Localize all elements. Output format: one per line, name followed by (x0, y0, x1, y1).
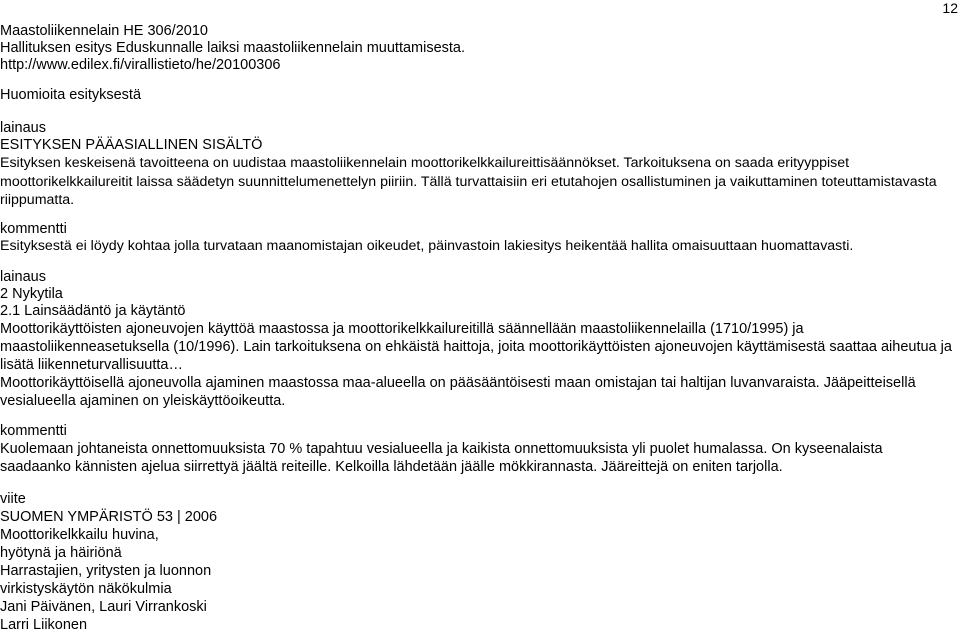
reference-label: viite (0, 490, 26, 507)
reference-line: virkistyskäytön näkökulmia (0, 580, 172, 597)
section-heading: Huomioita esityksestä (0, 87, 142, 103)
reference-line: hyötynä ja häiriönä (0, 544, 122, 561)
comment-label: kommentti (0, 220, 67, 237)
quote-body: Esityksen keskeisenä tavoitteena on uudistaa maastoliikennelain moottorikelkkailureittisäännökset. Tarkoituksena on saada erityyppiset moottorikelkkailureitit laissa säädetyn suunnittelumenettelyn piiriin. Tällä turvattaisiin eri etutahojen osallistuminen ja vaikuttaminen toteuttamistavasta riippumatta. (0, 155, 937, 208)
quote-label: lainaus (0, 120, 46, 136)
quote-subsection-title: 2.1 Lainsäädäntö ja käytäntö (0, 302, 186, 319)
comment-block-1 (0, 221, 955, 255)
document-body (0, 23, 955, 634)
comment-body: Kuolemaan johtaneista onnettomuuksista 70 % tapahtuu vesialueella ja kaikista onnettomuuksista yli puolet humalassa. On kyseenalaista saadaanko kännisten ajelua siirrettyä jäältä reiteille. Kelkoilla lähdetään jäälle mökkirannasta. Jääreittejä on eniten tarjolla. (0, 440, 883, 475)
comment-body: Esityksestä ei löydy kohtaa jolla turvataan maanomistajan oikeudet, päinvastoin lakiesitys heikentää hallita omaisuuttaan huomattavasti. (0, 237, 854, 254)
source-header (0, 23, 955, 74)
reference-line: Harrastajien, yritysten ja luonnon (0, 562, 212, 579)
comment-label: kommentti (0, 422, 67, 439)
quote-title: ESITYKSEN PÄÄASIALLINEN SISÄLTÖ (0, 137, 263, 153)
quote-paragraph: Moottorikäyttöisten ajoneuvojen käyttöä maastossa ja moottorikelkkailureitillä säännellään maastoliikennelailla (1710/1995) ja maastoliikenneasetuksella (10/1996). Lain tarkoituksena on ehkäistä haittoja, joita moottorikäyttöisten ajoneuvojen käyttämisestä saattaa aiheutua ja lisätä liikenneturvallisuutta… (0, 320, 952, 373)
reference-line: Larri Liikonen (0, 616, 88, 633)
quote-label: lainaus (0, 268, 46, 285)
reference-block (0, 490, 955, 634)
source-url[interactable]: http://www.edilex.fi/virallistieto/he/20100306 (0, 57, 281, 73)
page-number: 12 (942, 0, 958, 16)
reference-line: Moottorikelkkailu huvina, (0, 526, 159, 543)
source-description: Hallituksen esitys Eduskunnalle laiksi maastoliikennelain muuttamisesta. (0, 40, 466, 56)
quote-block-1 (0, 120, 955, 210)
quote-section-title: 2 Nykytila (0, 285, 63, 302)
comment-block-2 (0, 423, 955, 476)
reference-line: Jani Päivänen, Lauri Virrankoski (0, 598, 207, 615)
quote-block-2 (0, 269, 955, 410)
quote-paragraph: Moottorikäyttöisellä ajoneuvolla ajaminen maastossa maa-alueella on pääsääntöisesti maan omistajan tai haltijan luvanvaraista. Jääpeitteisellä vesialueella ajaminen on yleiskäyttöoikeutta. (0, 374, 916, 409)
reference-line: SUOMEN YMPÄRISTÖ 53 | 2006 (0, 508, 218, 525)
source-title: Maastoliikennelain HE 306/2010 (0, 23, 208, 39)
